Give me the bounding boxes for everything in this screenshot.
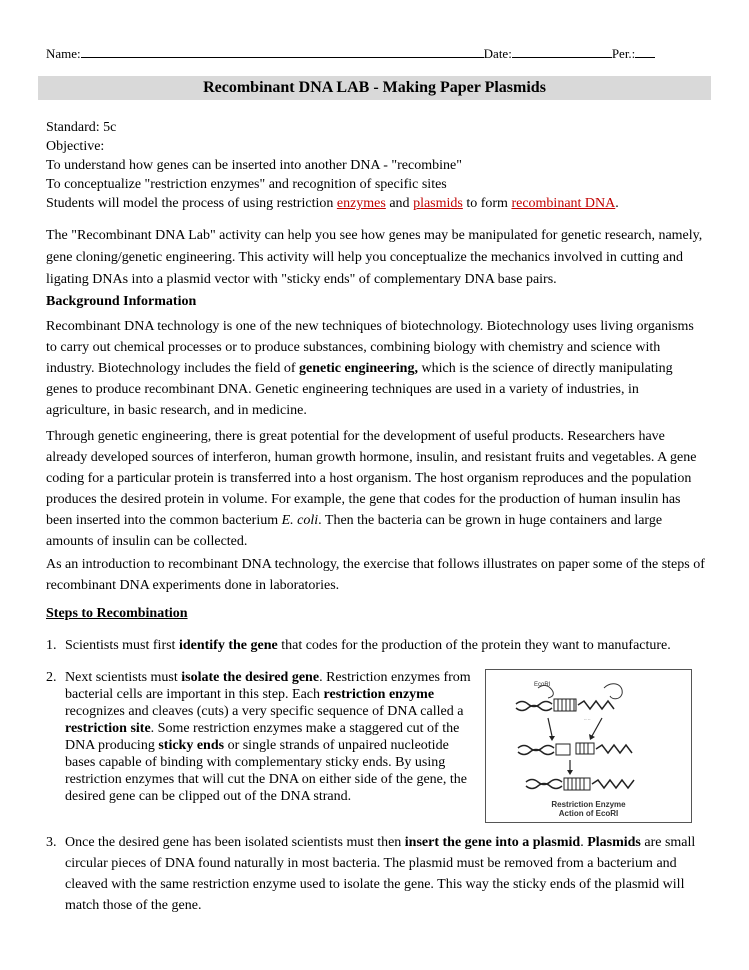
base-pair-ticks-1	[558, 699, 574, 711]
page-title: Recombinant DNA LAB - Making Paper Plasmids	[38, 76, 711, 100]
step-text: or single strands of unpaired nucleotide bases capable of binding with complementary sticky ends. By using restriction enzymes that will cut the DNA on either side of the gene, the desired gene can be clipped out of the DNA strand.	[65, 738, 467, 804]
plasmids-link[interactable]: plasmids	[413, 196, 463, 211]
steps-heading: Steps to Recombination	[46, 606, 188, 621]
objective-text: to form	[462, 196, 512, 211]
arrow-line-1	[548, 718, 552, 736]
sticky-end-left	[556, 744, 570, 755]
standard-line: Standard: 5c	[46, 120, 117, 135]
dna-helix-right-2	[596, 745, 632, 753]
step-text: .	[580, 835, 588, 850]
step-text: recognizes and cleaves (cuts) a very specific sequence of DNA called a	[65, 704, 464, 719]
objective-line-1: To understand how genes can be inserted into another DNA - "recombine"	[46, 158, 462, 173]
enzyme-shape-2	[604, 684, 622, 699]
paragraph-text: . Then the bacteria can be grown in huge containers and large amounts of insulin can be collected.	[46, 513, 663, 549]
paragraph-text: Recombinant DNA technology is one of the new techniques of biotechnology. Biotechnology uses living organisms to carry out chemical processes or to produce substances, combining biology with chemistry and science with industry. Biotechnology includes the field of	[46, 319, 694, 376]
ecori-diagram	[486, 670, 691, 798]
arrow-head-1	[549, 736, 555, 741]
step-1-text	[65, 636, 706, 655]
base-pair-ticks-2	[580, 743, 588, 754]
step-emphasis: isolate the desired gene	[181, 670, 320, 685]
dna-helix-right-1	[578, 701, 614, 709]
figure-caption	[486, 800, 691, 818]
background-paragraph-2	[46, 426, 706, 552]
objective-line-2: To conceptualize "restriction enzymes" and recognition of specific sites	[46, 177, 447, 192]
step-text: Once the desired gene has been isolated scientists must then	[65, 835, 405, 850]
step-emphasis: sticky ends	[158, 738, 225, 753]
step-text: that codes for the production of the protein they want to manufacture.	[277, 638, 671, 653]
objectives-block	[46, 118, 706, 213]
name-blank[interactable]	[81, 44, 484, 58]
background-paragraph-1	[46, 316, 706, 421]
step-number: 2.	[46, 670, 57, 685]
step-emphasis: insert the gene into a plasmid	[404, 835, 581, 850]
dna-helix-right-3	[592, 780, 634, 788]
step-2-text	[65, 669, 476, 805]
period-blank[interactable]	[635, 44, 655, 58]
date-label: Date:	[483, 46, 512, 61]
arrow-line-2	[592, 718, 602, 736]
step-emphasis: identify the gene	[178, 638, 278, 653]
objective-text: .	[615, 196, 619, 211]
step-emphasis: restriction enzyme	[323, 687, 435, 702]
objective-label: Objective:	[46, 139, 105, 154]
header-fields	[46, 44, 706, 63]
dna-helix-left-2b	[518, 750, 554, 755]
period-label: Per.:	[611, 46, 636, 61]
step-text: are small circular pieces of DNA found naturally in most bacteria. The plasmid must be removed from a bacterium and cleaved with the same restriction enzyme used to isolate the gene. This way the sticky ends of the plasmid will match those of the gene.	[65, 835, 696, 913]
caption-line-1: Restriction Enzyme	[551, 800, 626, 809]
dna-bases-1	[554, 699, 576, 711]
step-2	[46, 669, 476, 805]
step-3-text	[65, 832, 706, 916]
step-1	[46, 636, 706, 655]
genetic-engineering-term: genetic engineering,	[299, 361, 418, 376]
step-text: . Restriction enzymes from bacterial cells are important in this step. Each	[65, 670, 471, 702]
ecori-label: EcoRI	[534, 682, 551, 688]
base-pair-ticks-3	[568, 778, 584, 790]
step-3	[46, 832, 706, 916]
background-heading: Background Information	[46, 294, 197, 309]
step-text: Next scientists must	[65, 670, 182, 685]
step-emphasis: restriction site	[65, 721, 151, 736]
intro-paragraph: The "Recombinant DNA Lab" activity can help you see how genes may be manipulated for genetic research, namely, gene cloning/genetic engineering. This activity will help you conceptualize the mechanics involved in cutting and ligating DNAs into a plasmid vector with "sticky ends" of complementary DNA base pairs.	[46, 228, 703, 287]
step-number: 3.	[46, 835, 57, 850]
dna-helix-left-3b	[526, 784, 562, 789]
date-blank[interactable]	[512, 44, 612, 58]
sticky-end-right	[576, 743, 594, 754]
objective-line-3	[46, 194, 706, 213]
recombinant-dna-link[interactable]: recombinant DNA	[511, 196, 616, 211]
background-paragraph-3: As an introduction to recombinant DNA technology, the exercise that follows illustrates on paper some of the steps of recombinant DNA experiments done in laboratories.	[46, 557, 705, 593]
step-emphasis: Plasmids	[587, 835, 641, 850]
arrow-head-3	[567, 770, 573, 775]
objective-text: Students will model the process of using restriction	[46, 196, 337, 211]
dna-helix-left-1b	[516, 706, 552, 711]
restriction-enzyme-figure	[485, 669, 692, 823]
paragraph-text: Through genetic engineering, there is great potential for the development of useful products. Researchers have already developed sources of interferon, human growth hormone, insulin, and resistant fruits and vegetables. A gene coding for a particular protein is transferred into a host organism. The host organism reproduces and the population produces the desired protein in volume. For example, the gene that codes for the production of human insulin has been inserted into the common bacterium	[46, 429, 697, 528]
name-label: Name:	[46, 46, 81, 61]
step-text: Scientists must first	[65, 638, 179, 653]
step-text: . Some restriction enzymes make a staggered cut of the DNA producing	[65, 721, 460, 753]
caption-line-2: Action of EcoRI	[558, 809, 619, 818]
ecoli-term: E. coli	[281, 513, 319, 528]
objective-text: and	[385, 196, 414, 211]
step-number: 1.	[46, 638, 57, 653]
enzymes-link[interactable]: enzymes	[336, 196, 386, 211]
paragraph-text: which is the science of directly manipulating genes to produce recombinant DNA. Genetic engineering techniques are used in a variety of industries, in agriculture, in basic research, and in medicine.	[46, 361, 673, 418]
diagram-annotation: -- --	[584, 716, 591, 721]
